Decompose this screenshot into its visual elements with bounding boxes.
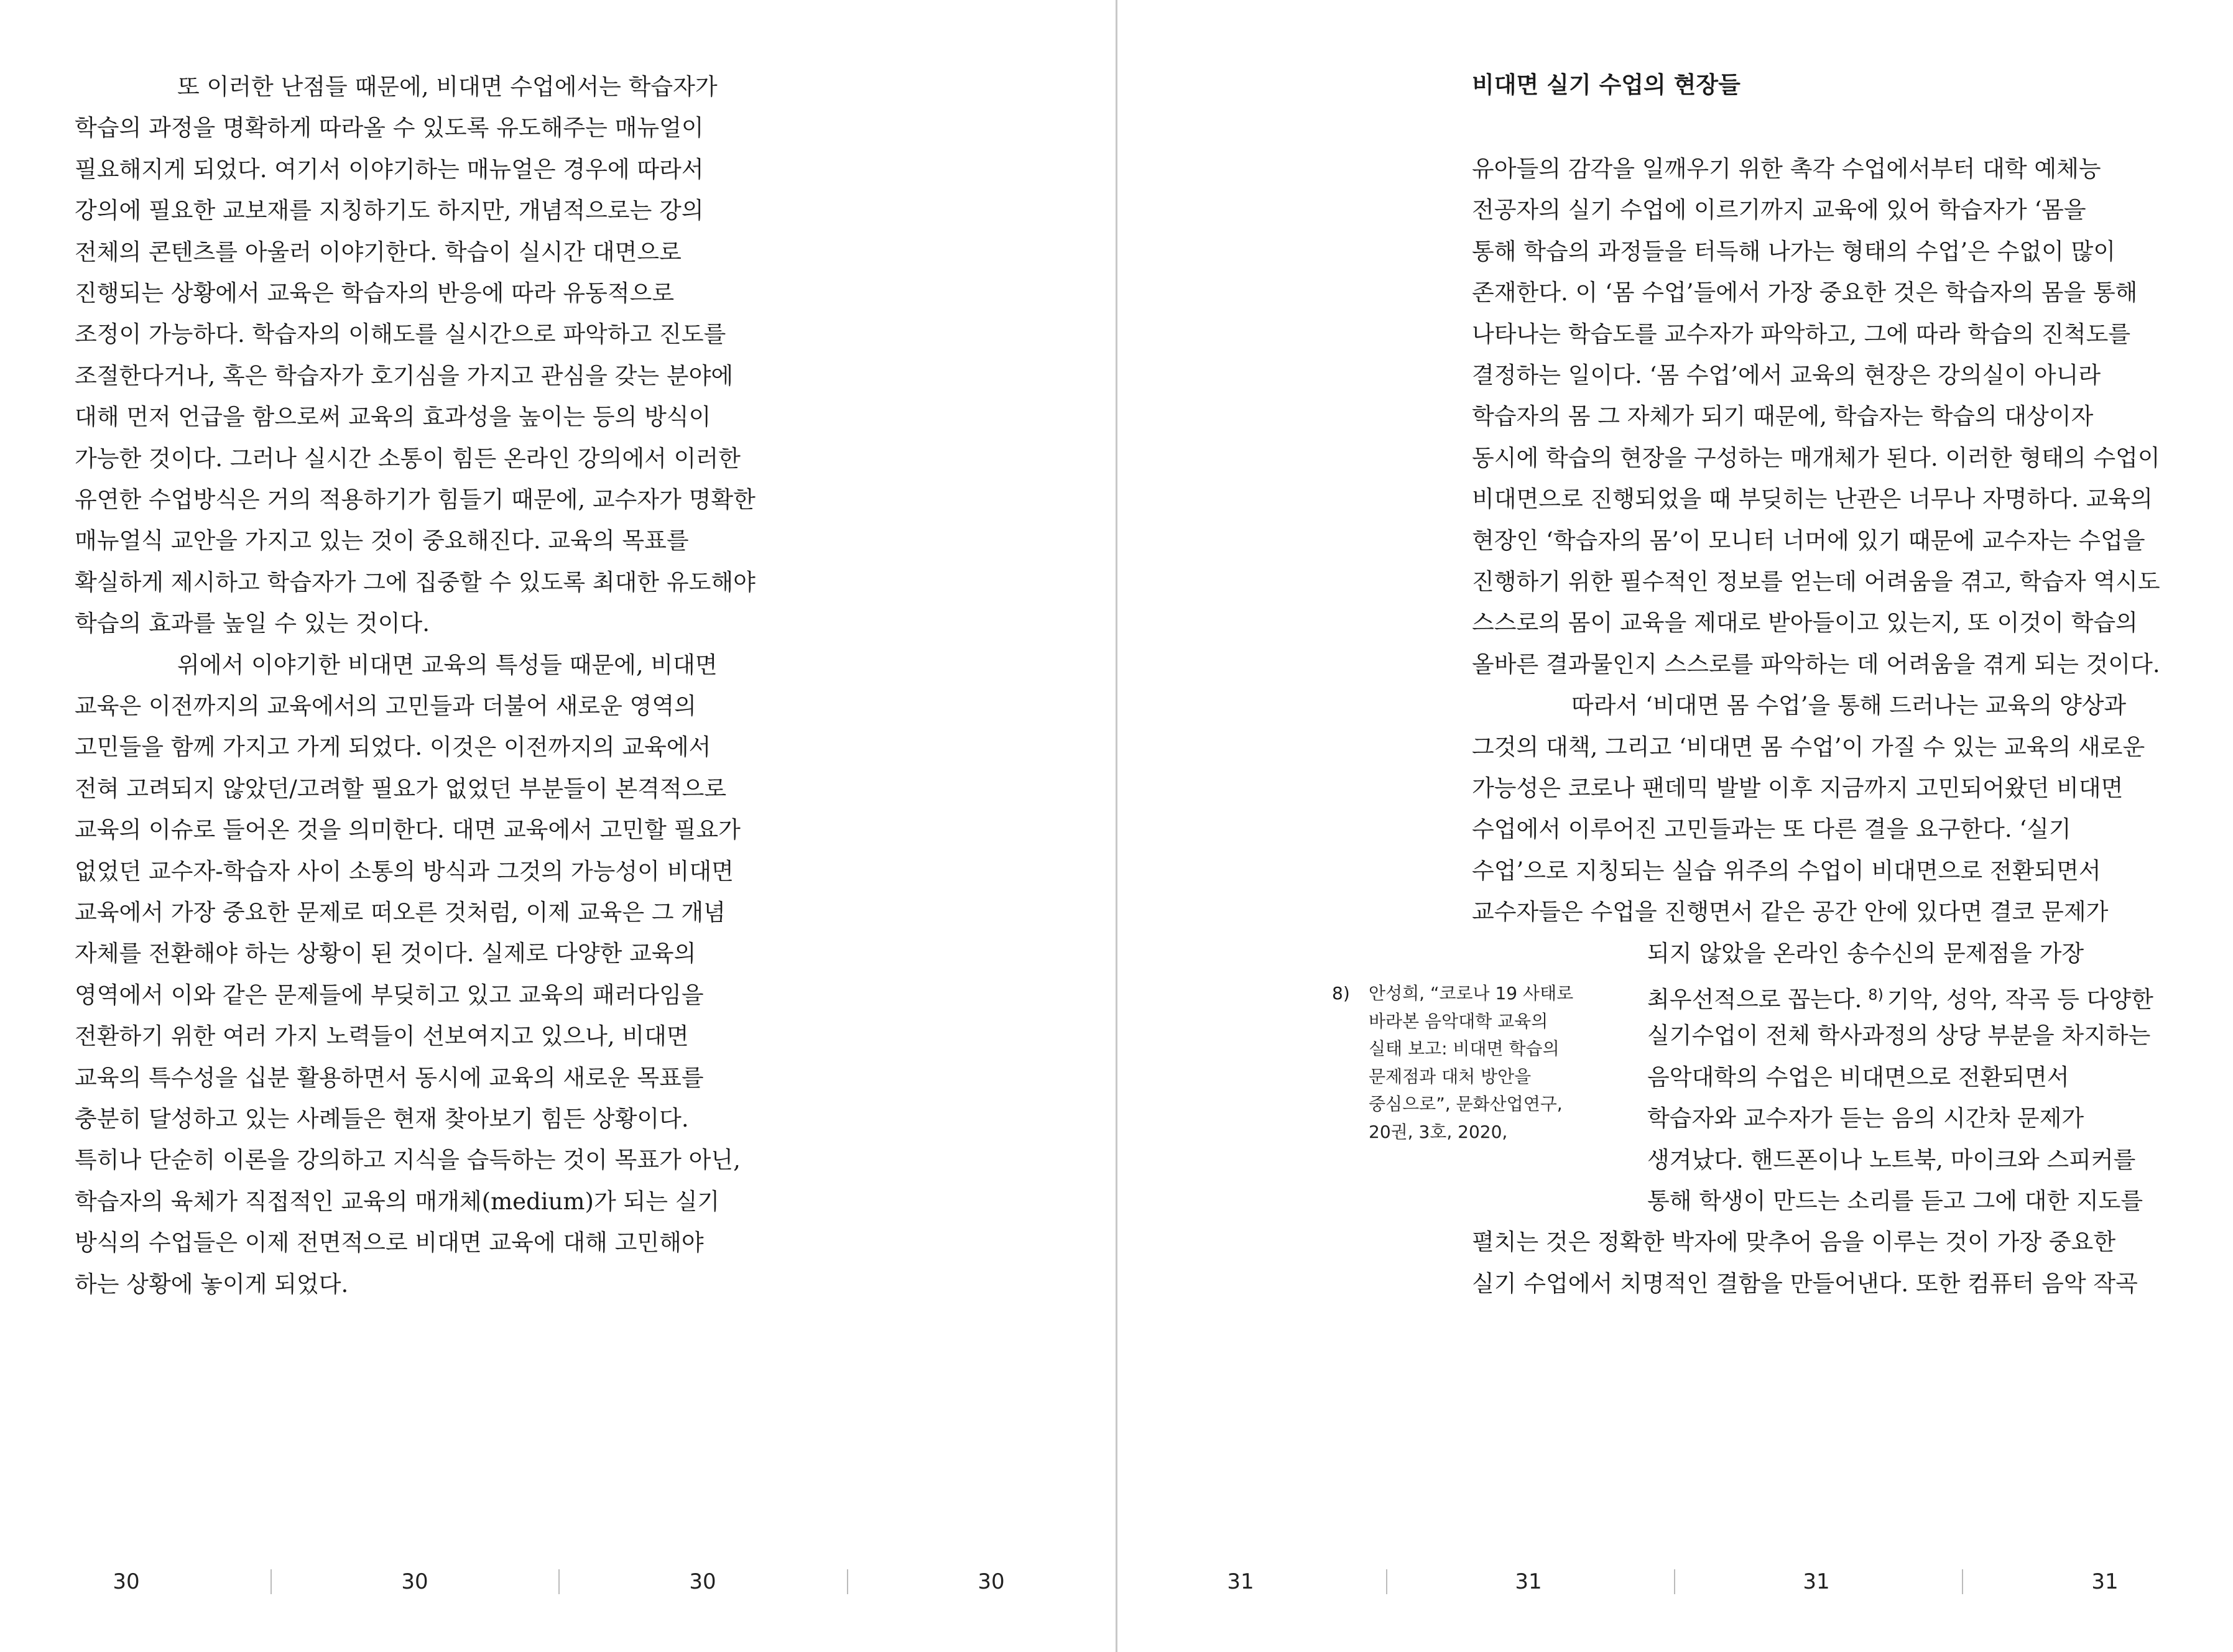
page-number: 31	[1803, 1569, 1830, 1594]
body-text-line: 유연한 수업방식은 거의 적용하기가 힘들기 때문에, 교수자가 명확한	[75, 486, 756, 513]
folio-separator	[1962, 1569, 1963, 1594]
footnote-text-line: 중심으로”, 문화산업연구,	[1369, 1094, 1563, 1114]
body-text-line: 진행되는 상황에서 교육은 학습자의 반응에 따라 유동적으로	[75, 280, 675, 307]
body-text-line: 올바른 결과물인지 스스로를 파악하는 데 어려움을 겪게 되는 것이다.	[1472, 650, 2160, 678]
body-text-line: 수업’으로 지칭되는 실습 위주의 수업이 비대면으로 전환되면서	[1472, 857, 2101, 884]
body-text-line: 생겨났다. 핸드폰이나 노트북, 마이크와 스피커를	[1647, 1146, 2136, 1173]
body-text-line: 위에서 이야기한 비대면 교육의 특성들 때문에, 비대면	[177, 651, 718, 678]
body-text-line: 조정이 가능하다. 학습자의 이해도를 실시간으로 파악하고 진도를	[75, 321, 726, 348]
left-page	[0, 0, 1116, 1652]
footnote-text-line: 실태 보고: 비대면 학습의	[1369, 1038, 1560, 1059]
body-text-line: 방식의 수업들은 이제 전면적으로 비대면 교육에 대해 고민해야	[75, 1229, 704, 1257]
body-text-line: 대해 먼저 언급을 함으로써 교육의 효과성을 높이는 등의 방식이	[75, 404, 711, 431]
body-text-line: 스스로의 몸이 교육을 제대로 받아들이고 있는지, 또 이것이 학습의	[1472, 609, 2138, 637]
page-number: 30	[401, 1569, 428, 1594]
body-text-line: 특히나 단순히 이론을 강의하고 지식을 습득하는 것이 목표가 아닌,	[75, 1147, 741, 1174]
body-text-line: 학습자의 몸 그 자체가 되기 때문에, 학습자는 학습의 대상이자	[1472, 403, 2094, 430]
body-text-line: 음악대학의 수업은 비대면으로 전환되면서	[1647, 1063, 2069, 1091]
body-text-line: 교육은 이전까지의 교육에서의 고민들과 더불어 새로운 영역의	[75, 693, 696, 719]
folio-separator	[847, 1569, 848, 1594]
body-text-line: 나타나는 학습도를 교수자가 파악하고, 그에 따라 학습의 진척도를	[1472, 320, 2131, 348]
folio-separator	[558, 1569, 560, 1594]
body-text-line: 확실하게 제시하고 학습자가 그에 집중할 수 있도록 최대한 유도해야	[75, 568, 756, 596]
body-text-line: 또 이러한 난점들 때문에, 비대면 수업에서는 학습자가	[177, 73, 718, 100]
body-text-line: 현장인 ‘학습자의 몸’이 모니터 너머에 있기 때문에 교수자는 수업을	[1472, 527, 2145, 554]
folio-separator	[1674, 1569, 1675, 1594]
body-text-line: 존재한다. 이 ‘몸 수업’들에서 가장 중요한 것은 학습자의 몸을 통해	[1472, 279, 2138, 307]
body-text-line: 필요해지게 되었다. 여기서 이야기하는 매뉴얼은 경우에 따라서	[75, 155, 704, 183]
footnote-number: 8)	[1332, 983, 1350, 1004]
body-text-line: 그것의 대책, 그리고 ‘비대면 몸 수업’이 가질 수 있는 교육의 새로운	[1472, 733, 2145, 760]
body-text-line: 교수자들은 수업을 진행면서 같은 공간 안에 있다면 결코 문제가	[1472, 898, 2109, 926]
body-text-line: 학습의 효과를 높일 수 있는 것이다.	[75, 610, 430, 637]
body-text-line: 교육에서 가장 중요한 문제로 떠오른 것처럼, 이제 교육은 그 개념	[75, 899, 726, 926]
body-text-line: 자체를 전환해야 하는 상황이 된 것이다. 실제로 다양한 교육의	[75, 940, 696, 967]
body-text-line: 없었던 교수자-학습자 사이 소통의 방식과 그것의 가능성이 비대면	[75, 857, 734, 885]
body-text-line: 가능성은 코로나 팬데믹 발발 이후 지금까지 고민되어왔던 비대면	[1472, 775, 2124, 801]
body-text-line: 충분히 달성하고 있는 사례들은 현재 찾아보기 힘든 상황이다.	[75, 1105, 689, 1132]
body-text-line: 전혀 고려되지 않았던/고려할 필요가 없었던 부분들이 본격적으로	[75, 775, 727, 802]
body-text-line: 가능한 것이다. 그러나 실시간 소통이 힘든 온라인 강의에서 이러한	[75, 445, 741, 472]
page-number: 31	[1227, 1569, 1254, 1594]
body-text-line: 동시에 학습의 현장을 구성하는 매개체가 된다. 이러한 형태의 수업이	[1472, 444, 2160, 471]
page-number: 30	[978, 1569, 1005, 1594]
body-text-line: 비대면으로 진행되었을 때 부딪히는 난관은 너무나 자명하다. 교육의	[1472, 486, 2153, 513]
folio-separator	[1386, 1569, 1387, 1594]
footnote-text-line: 바라본 음악대학 교육의	[1369, 1010, 1548, 1031]
body-text-line: 통해 학생이 만드는 소리를 듣고 그에 대한 지도를	[1647, 1188, 2143, 1214]
body-text-line: 유아들의 감각을 일깨우기 위한 촉각 수업에서부터 대학 예체능	[1472, 155, 2101, 182]
body-text-line	[1647, 980, 2153, 1015]
body-text-line: 수업에서 이루어진 고민들과는 또 다른 결을 요구한다. ‘실기	[1472, 816, 2071, 843]
body-text-line: 통해 학습의 과정들을 터득해 나가는 형태의 수업’은 수없이 많이	[1472, 238, 2116, 265]
body-text-line: 강의에 필요한 교보재를 지칭하기도 하지만, 개념적으로는 강의	[75, 197, 704, 224]
body-text-line: 실기수업이 전체 학사과정의 상당 부분을 차지하는	[1647, 1022, 2151, 1050]
body-text-line: 되지 않았을 온라인 송수신의 문제점을 가장	[1647, 939, 2084, 967]
body-text-line: 조절한다거나, 혹은 학습자가 호기심을 가지고 관심을 갖는 분야에	[75, 362, 734, 389]
page-number: 31	[2091, 1569, 2119, 1594]
body-text-line: 교육의 특수성을 십분 활용하면서 동시에 교육의 새로운 목표를	[75, 1064, 704, 1091]
section-heading: 비대면 실기 수업의 현장들	[1472, 71, 1741, 98]
body-text-line: 전공자의 실기 수업에 이르기까지 교육에 있어 학습자가 ‘몸을	[1472, 196, 2086, 224]
body-text-line: 고민들을 함께 가지고 가게 되었다. 이것은 이전까지의 교육에서	[75, 734, 711, 761]
body-text-line: 학습자의 육체가 직접적인 교육의 매개체(medium)가 되는 실기	[75, 1188, 720, 1215]
body-text-line: 학습의 과정을 명확하게 따라올 수 있도록 유도해주는 매뉴얼이	[75, 114, 704, 142]
body-text-line: 따라서 ‘비대면 몸 수업’을 통해 드러나는 교육의 양상과	[1571, 692, 2127, 719]
body-text-line: 결정하는 일이다. ‘몸 수업’에서 교육의 현장은 강의실이 아니라	[1472, 362, 2101, 389]
right-page	[1117, 0, 2233, 1652]
footnote-text-line: 안성희, “코로나 19 사태로	[1369, 983, 1574, 1004]
body-text-segment: 최우선적으로 꼽는다.	[1647, 986, 1862, 1013]
body-text-line: 학습자와 교수자가 듣는 음의 시간차 문제가	[1647, 1105, 2084, 1132]
body-text-line: 진행하기 위한 필수적인 정보를 얻는데 어려움을 겪고, 학습자 역시도	[1472, 568, 2160, 595]
body-text-line: 교육의 이슈로 들어온 것을 의미한다. 대면 교육에서 고민할 필요가	[75, 816, 741, 844]
body-text-line: 매뉴얼식 교안을 가지고 있는 것이 중요해진다. 교육의 목표를	[75, 527, 689, 555]
page-number: 30	[689, 1569, 716, 1594]
page-number: 30	[113, 1569, 140, 1594]
body-text-line: 영역에서 이와 같은 문제들에 부딪히고 있고 교육의 패러다임을	[75, 981, 704, 1008]
body-text-segment: 기악, 성악, 작곡 등 다양한	[1887, 986, 2153, 1013]
footnote-text-line: 문제점과 대처 방안을	[1369, 1066, 1532, 1087]
folio-separator	[270, 1569, 272, 1594]
body-text-line: 펼치는 것은 정확한 박자에 맞추어 음을 이루는 것이 가장 중요한	[1472, 1229, 2116, 1256]
body-text-line: 하는 상황에 놓이게 되었다.	[75, 1270, 349, 1298]
footnote-reference[interactable]: 8)	[1868, 986, 1884, 1004]
body-text-line: 실기 수업에서 치명적인 결함을 만들어낸다. 또한 컴퓨터 음악 작곡	[1472, 1270, 2138, 1297]
page-number: 31	[1515, 1569, 1542, 1594]
body-text-line: 전체의 콘텐츠를 아울러 이야기한다. 학습이 실시간 대면으로	[75, 238, 682, 265]
body-text-line: 전환하기 위한 여러 가지 노력들이 선보여지고 있으나, 비대면	[75, 1023, 689, 1050]
footnote-text-line: 20권, 3호, 2020,	[1369, 1121, 1508, 1142]
